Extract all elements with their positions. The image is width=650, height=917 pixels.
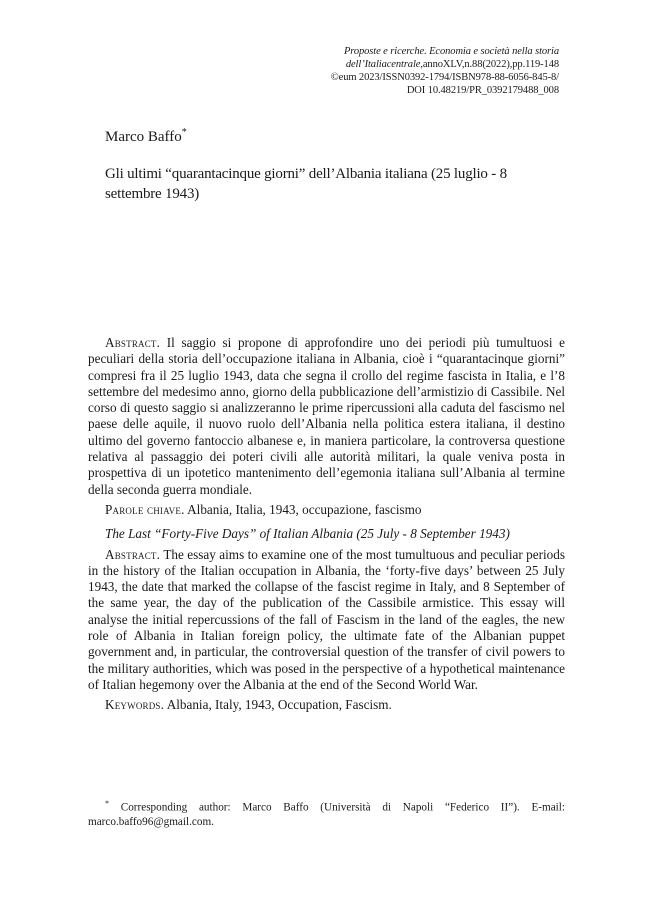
journal-header-line-2-roman: annoXLV,n.88(2022),pp.119-148 — [422, 59, 559, 70]
journal-header-line-4: DOI 10.48219/PR_0392179488_008 — [406, 85, 559, 96]
author-footnote-mark: * — [181, 127, 187, 138]
keywords-italian — [88, 502, 565, 518]
abstract-italian — [88, 335, 565, 498]
keywords-english — [88, 697, 565, 713]
keywords-italian-text: Albania, Italia, 1943, occupazione, fascismo — [184, 501, 422, 517]
footnote-text: Corresponding author: Marco Baffo (Università di Napoli “Federico II”). E-mail: marco.baffo96@gmail.com. — [88, 801, 565, 828]
abstract-italian-label: Abstract. — [105, 335, 161, 350]
keywords-english-text: Albania, Italy, 1943, Occupation, Fascism. — [164, 697, 392, 713]
journal-header-line-2-italic: dell’Italiacentrale, — [345, 59, 423, 70]
footnote — [88, 797, 565, 829]
abstract-italian-text: Il saggio si propone di approfondire uno dei periodi più tumultuosi e peculiari della storia dell’occupazione italiana in Albania, cioè i “quarantacinque giorni” compresi fra il 25 luglio 1943, data che segna il crollo del regime fascista in Italia, e l’8 settembre del medesimo anno, giorno della pubblicazione dell’armistizio di Cassibile. Nel corso di questo saggio si analizzeranno le prime ripercussioni alla caduta del fascismo nel paese delle aquile, il nuovo ruolo dell’Albania nella politica estera italiana, il destino ultimo del governo fantoccio albanese e, in maniera particolare, la controversa questione relativa al passaggio dei poteri civili alle autorità militari, la quale veniva posta in prospettiva di un ipotetico mantenimento dell’egemonia italiana sull’Albania al termine della seconda guerra mondiale. — [88, 335, 565, 497]
journal-header — [299, 45, 559, 97]
abstract-english-label: Abstract. — [105, 546, 161, 562]
article-body — [88, 335, 565, 714]
journal-header-line-3: ©eum 2023/ISSN0392-1794/ISBN978-88-6056-845-8/ — [330, 72, 559, 83]
article-title: Gli ultimi “quarantacinque giorni” dell’Albania italiana (25 luglio - 8 settembre 1943) — [105, 166, 507, 202]
author-name-text: Marco Baffo — [105, 129, 182, 145]
footnote-mark: * — [105, 799, 109, 808]
journal-header-line-2 — [299, 58, 559, 71]
abstract-english-text: The essay aims to examine one of the most tumultuous and peculiar periods in the history of the Italian occupation in Albania, the ‘forty-five days’ between 25 July 1943, the date that marked the collapse of the fascist regime in Italy, and 8 September of the same year, the day of the publication of the Cassibile armistice. This essay will analyse the initial repercussions of the fall of Fascism in the land of the eagles, the new role of Albania in Italian foreign policy, the ultimate fate of the Albanian puppet government and, in particular, the controversial question of the transfer of civil powers to the military authorities, which was posed in the perspective of a hypothetical maintenance of Italian hegemony over the Albania at the end of the Second World War. — [88, 546, 565, 692]
author-name — [105, 127, 187, 146]
abstract-english — [88, 547, 565, 694]
journal-header-line-1: Proposte e ricerche. Economia e società nella storia — [343, 46, 559, 57]
keywords-italian-label: Parole chiave. — [105, 501, 185, 517]
english-title: The Last “Forty-Five Days” of Italian Albania (25 July - 8 September 1943) — [105, 526, 510, 542]
keywords-english-label: Keywords. — [105, 697, 165, 713]
